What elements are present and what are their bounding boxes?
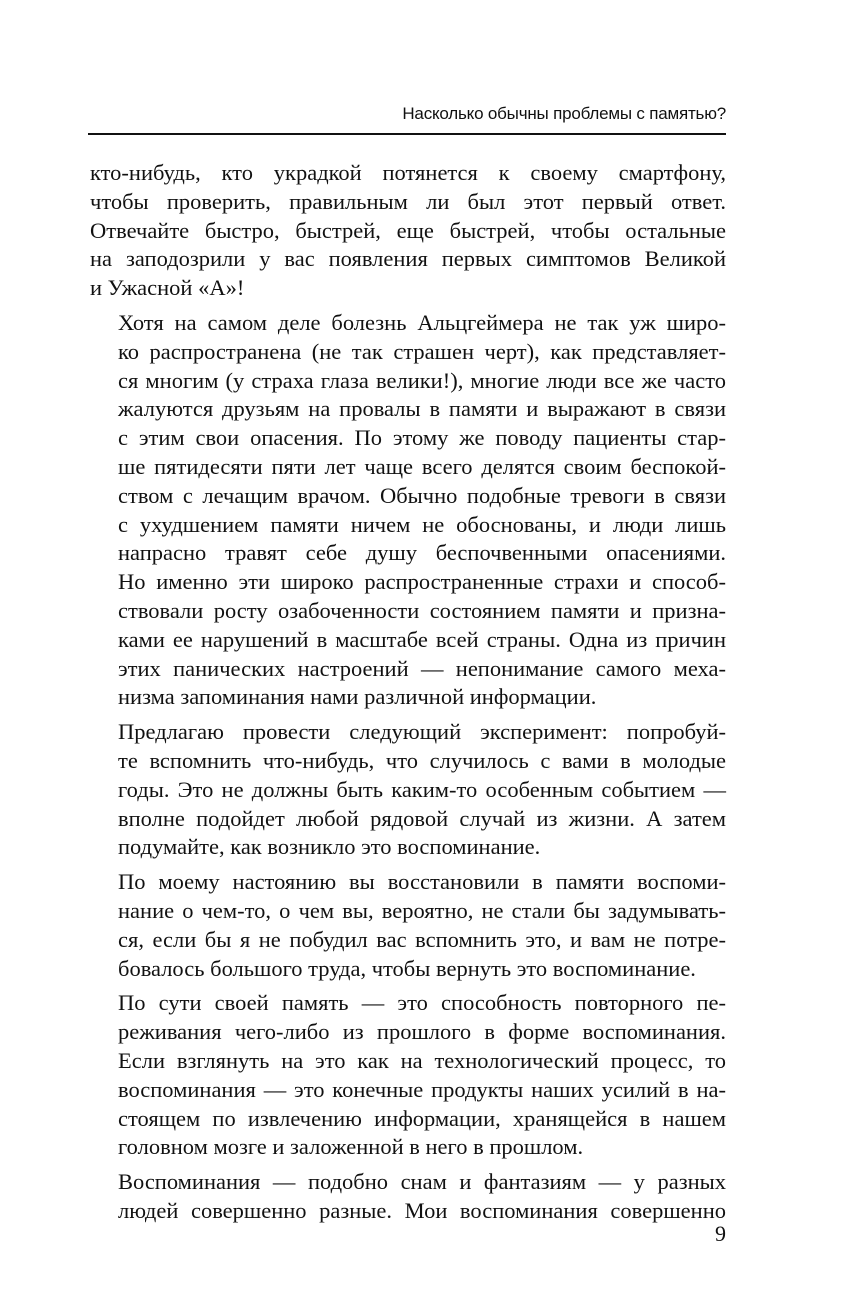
text-line: нание о чем-то, о чем вы, вероятно, не стали бы задумывать-: [118, 897, 726, 923]
running-head-title: Насколько обычны проблемы с памятью?: [402, 104, 726, 123]
text-line: ством с лечащим врачом. Обычно подобные тревоги в связи: [118, 482, 726, 508]
text-line: Но именно эти широко распространенные страхи и способ-: [118, 569, 726, 595]
text-line: с ухудшением памяти ничем не обоснованы, и люди лишь: [118, 511, 726, 537]
text-line: реживания чего-либо из прошлого в форме воспоминания.: [118, 1019, 726, 1045]
text-line: Воспоминания — подобно снам и фантазиям — у разных: [118, 1169, 726, 1195]
paragraph-2: [90, 309, 726, 712]
paragraph-5: [90, 989, 726, 1162]
text-line: Если взглянуть на это как на технологический процесс, то: [118, 1047, 726, 1073]
text-line: Отвечайте быстро, быстрей, еще быстрей, чтобы остальные: [90, 217, 726, 243]
paragraph-1: [90, 159, 726, 303]
text-line: этих панических настроений — непонимание самого меха-: [118, 655, 726, 681]
text-line: ками ее нарушений в масштабе всей страны. Одна из причин: [118, 626, 726, 652]
text-line: вполне подойдет любой рядовой случай из жизни. А затем: [118, 805, 726, 831]
text-line: с этим свои опасения. По этому же поводу пациенты стар-: [118, 425, 726, 451]
text-line: По моему настоянию вы восстановили в памяти воспоми-: [118, 869, 726, 895]
paragraph-6: [90, 1168, 726, 1226]
text-line: подумайте, как возникло это воспоминание.: [118, 834, 541, 860]
text-line: По сути своей память — это способность повторного пе-: [118, 990, 726, 1016]
text-line: годы. Это не должны быть каким-то особенным событием —: [118, 776, 726, 802]
text-line: ше пятидесяти пяти лет чаще всего делятся своим беспокой-: [118, 453, 726, 479]
text-line: на заподозрили у вас появления первых симптомов Великой: [90, 246, 726, 272]
text-line: и Ужасной «А»!: [90, 275, 245, 301]
text-line: жалуются друзьям на провалы в памяти и выражают в связи: [118, 396, 726, 422]
text-line: стоящем по извлечению информации, хранящейся в нашем: [118, 1105, 726, 1131]
text-line: ся многим (у страха глаза велики!), многие люди все же часто: [118, 367, 726, 393]
text-line: бовалось большого труда, чтобы вернуть это воспоминание.: [118, 955, 696, 981]
text-line: чтобы проверить, правильным ли был этот первый ответ.: [90, 188, 726, 214]
body-text: [90, 159, 726, 1226]
text-line: напрасно травят себе душу беспочвенными опасениями.: [118, 540, 726, 566]
text-line: Хотя на самом деле болезнь Альцгеймера не так уж широ-: [118, 309, 726, 335]
text-line: кто-нибудь, кто украдкой потянется к своему смартфону,: [90, 160, 726, 185]
page-number: 9: [715, 1221, 726, 1246]
text-line: Предлагаю провести следующий эксперимент: попробуй-: [118, 719, 726, 745]
paragraph-3: [90, 718, 726, 862]
paragraph-4: [90, 868, 726, 983]
text-line: те вспомнить что-нибудь, что случилось с вами в молодые: [118, 747, 726, 773]
text-line: ко распространена (не так страшен черт), как представляет-: [118, 338, 726, 364]
text-line: ся, если бы я не побудил вас вспомнить это, и вам не потре-: [118, 926, 726, 952]
header-divider: [88, 133, 726, 135]
text-line: ствовали росту озабоченности состоянием памяти и призна-: [118, 597, 726, 623]
text-line: людей совершенно разные. Мои воспоминания совершенно: [118, 1197, 726, 1223]
text-line: низма запоминания нами различной информации.: [118, 684, 597, 710]
text-line: воспоминания — это конечные продукты наших усилий в на-: [118, 1076, 726, 1102]
text-line: головном мозге и заложенной в него в прошлом.: [118, 1134, 584, 1160]
